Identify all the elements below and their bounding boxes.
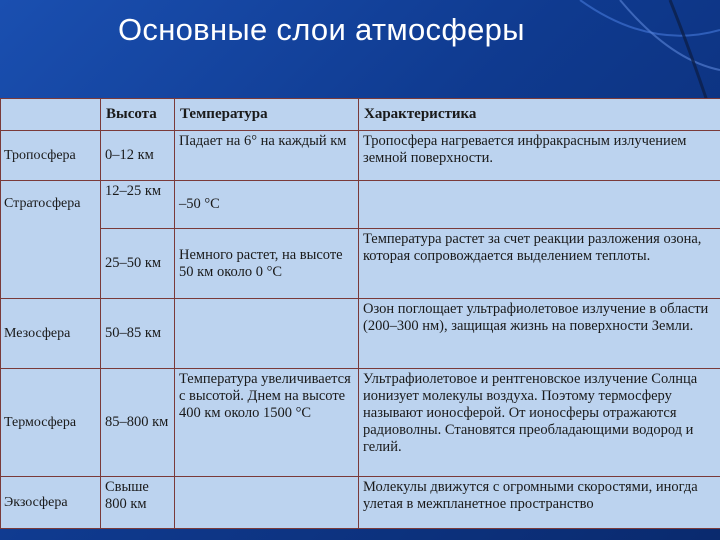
header-height: Высота — [101, 99, 175, 131]
layer-description: Озон поглощает ультрафиолетовое излучение в области (200–300 нм), защищая жизнь на поверхности Земли. — [359, 299, 720, 369]
layer-height: 0–12 км — [101, 131, 175, 181]
layer-description: Тропосфера нагревается инфракрасным излучением земной поверхности. — [359, 131, 720, 181]
layer-temperature — [175, 477, 359, 529]
table-row — [1, 369, 720, 477]
layer-name: Экзосфера — [1, 477, 101, 529]
table-row — [1, 131, 720, 181]
layer-height: Свыше 800 км — [101, 477, 175, 529]
table-row — [1, 229, 720, 299]
layer-temperature: –50 °С — [175, 181, 359, 229]
layer-description: Молекулы движутся с огромными скоростями, иногда улетая в межпланетное пространство — [359, 477, 720, 529]
layer-height: 50–85 км — [101, 299, 175, 369]
header-description: Характеристика — [359, 99, 720, 131]
layer-temperature — [175, 299, 359, 369]
layer-name: Стратосфера — [1, 181, 101, 299]
layer-temperature: Падает на 6° на каждый км — [175, 131, 359, 181]
layer-description: Температура растет за счет реакции разложения озона, которая сопровождается выделением теплоты. — [359, 229, 720, 299]
decorative-curves — [560, 0, 720, 110]
layer-temperature: Немного растет, на высоте 50 км около 0 °С — [175, 229, 359, 299]
layer-height: 12–25 км — [101, 181, 175, 229]
layer-name: Мезосфера — [1, 299, 101, 369]
layer-description — [359, 181, 720, 229]
table-row — [1, 181, 720, 229]
header-layer — [1, 99, 101, 131]
layer-temperature: Температура увеличивается с высотой. Днем на высоте 400 км около 1500 °С — [175, 369, 359, 477]
atmosphere-layers-table — [0, 98, 720, 529]
header-temperature: Температура — [175, 99, 359, 131]
layer-height: 85–800 км — [101, 369, 175, 477]
layer-height: 25–50 км — [101, 229, 175, 299]
header-row — [1, 99, 720, 131]
slide-title: Основные слои атмосферы — [118, 12, 525, 47]
table-row — [1, 477, 720, 529]
layer-name: Термосфера — [1, 369, 101, 477]
layer-description: Ультрафиолетовое и рентгеновское излучение Солнца ионизует молекулы воздуха. Поэтому термосферу называют ионосферой. От ионосферы отражаются радиоволны. Становятся преобладающими водород и гелий. — [359, 369, 720, 477]
table-row — [1, 299, 720, 369]
layer-name: Тропосфера — [1, 131, 101, 181]
